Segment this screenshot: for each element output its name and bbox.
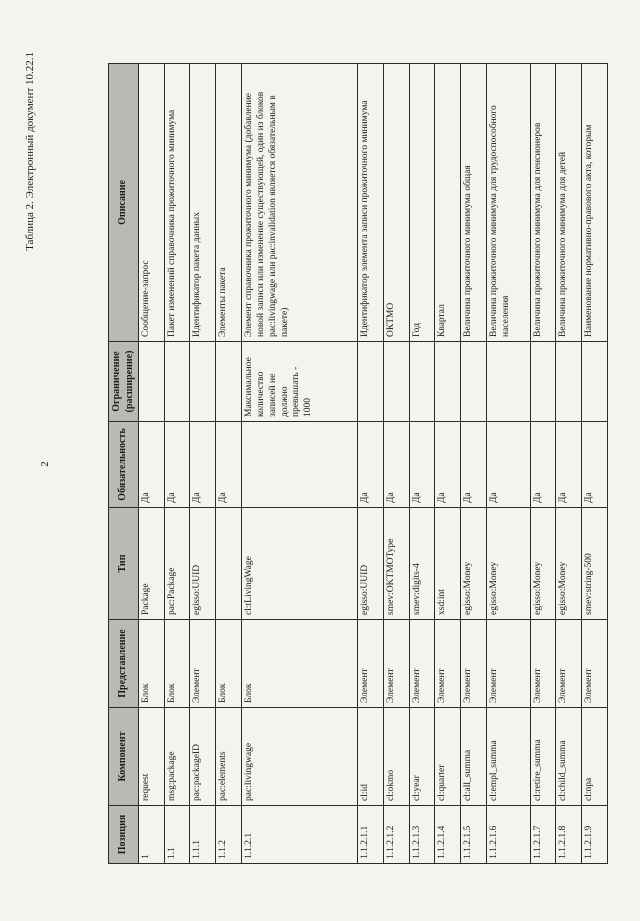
table-cell: cl:okmo (383, 708, 409, 806)
table-cell: Да (216, 422, 242, 508)
table-cell: Пакет изменений справочника прожиточного минимума (164, 64, 190, 342)
table-cell: cl:retire_summa (530, 708, 556, 806)
table-cell: 1.1.2.1.9 (582, 806, 608, 864)
table-caption: Таблица 2. Электронный документ 10.22.1 (24, 52, 36, 251)
table-cell: Элемент (190, 620, 216, 708)
table-cell: pac:livingwage (241, 708, 357, 806)
table-cell (461, 342, 487, 422)
table-cell: xsd:int (435, 508, 461, 620)
table-cell: cl:tLivingWage (241, 508, 357, 620)
table-cell: Да (164, 422, 190, 508)
table-cell (358, 342, 384, 422)
table-row (139, 64, 165, 864)
table-cell (486, 342, 530, 422)
column-header: Описание (109, 64, 139, 342)
table-cell (383, 342, 409, 422)
table-cell: Квартал (435, 64, 461, 342)
table-cell (435, 342, 461, 422)
table-cell: Да (461, 422, 487, 508)
table-row (409, 64, 435, 864)
table-cell: Да (139, 422, 165, 508)
table-cell: Элементы пакета (216, 64, 242, 342)
table-cell: 1.1.2.1.2 (383, 806, 409, 864)
table-cell: 1.1.2.1 (241, 806, 357, 864)
table-cell: pac:Package (164, 508, 190, 620)
table-row (241, 64, 357, 864)
table-cell: Да (435, 422, 461, 508)
table-cell: cl:all_summa (461, 708, 487, 806)
table-cell: Элемент (409, 620, 435, 708)
table-row (486, 64, 530, 864)
table-cell: Идентификатор элемента записи прожиточного минимума (358, 64, 384, 342)
table-cell: egisso:Money (530, 508, 556, 620)
column-header: Компонент (109, 708, 139, 806)
table-cell (216, 342, 242, 422)
table-cell: egisso:Money (461, 508, 487, 620)
table-cell: Да (486, 422, 530, 508)
table-cell: cl:empl_summa (486, 708, 530, 806)
table-cell: Да (383, 422, 409, 508)
table-cell: Идентификатор пакета данных (190, 64, 216, 342)
table-cell (582, 342, 608, 422)
table-row (383, 64, 409, 864)
table-cell: egisso:UUID (358, 508, 384, 620)
table-cell: 1.1.2.1.1 (358, 806, 384, 864)
table-cell: Элемент справочника прожиточного минимума (добавление новой записи или изменение существующей, один из блоков pac:livingwage или pac:invalidation является обязательным в пакете) (241, 64, 357, 342)
table-row (190, 64, 216, 864)
table-row (556, 64, 582, 864)
table-row (164, 64, 190, 864)
table-cell (139, 342, 165, 422)
table-cell: 1.1 (164, 806, 190, 864)
table-cell (556, 342, 582, 422)
table-cell: Да (190, 422, 216, 508)
table-cell: 1 (139, 806, 165, 864)
table-cell: Да (556, 422, 582, 508)
table-cell: Величина прожиточного минимума для детей (556, 64, 582, 342)
table-cell: Package (139, 508, 165, 620)
table-cell: egisso:Money (556, 508, 582, 620)
table-row (461, 64, 487, 864)
table-cell (190, 342, 216, 422)
table-cell: 1.1.1 (190, 806, 216, 864)
table-cell (216, 508, 242, 620)
column-header: Представление (109, 620, 139, 708)
table-cell: Величина прожиточного минимума для пенсионеров (530, 64, 556, 342)
table-cell: msg:package (164, 708, 190, 806)
table-cell: Величина прожиточного минимума для трудоспособного населения (486, 64, 530, 342)
table-cell: pac:elements (216, 708, 242, 806)
table-body (139, 64, 608, 864)
table-cell: 1.1.2.1.7 (530, 806, 556, 864)
table-cell: Блок (164, 620, 190, 708)
table-cell: Величина прожиточного минимума общая (461, 64, 487, 342)
table-cell (241, 422, 357, 508)
table-cell: Да (358, 422, 384, 508)
table-cell: Максимальное количество записей не должно превышать - 1000 (241, 342, 357, 422)
table-cell: Элемент (383, 620, 409, 708)
table-cell: ОКТМО (383, 64, 409, 342)
table-cell (164, 342, 190, 422)
table-cell: Элемент (358, 620, 384, 708)
table-cell: smev:string-500 (582, 508, 608, 620)
table-row (435, 64, 461, 864)
table-cell: Да (409, 422, 435, 508)
table-cell: Наименование нормативно-правового акта, которым (582, 64, 608, 342)
table-cell: cl:npa (582, 708, 608, 806)
column-header: Обязательность (109, 422, 139, 508)
rotated-table-container (108, 64, 608, 864)
table-cell: Блок (241, 620, 357, 708)
column-header: Ограничение (расширение) (109, 342, 139, 422)
table-cell: 1.1.2.1.5 (461, 806, 487, 864)
table-cell: cl:year (409, 708, 435, 806)
table-cell (409, 342, 435, 422)
table-cell: Блок (139, 620, 165, 708)
column-header: Позиция (109, 806, 139, 864)
table-cell: 1.1.2 (216, 806, 242, 864)
table-cell (530, 342, 556, 422)
table-cell: request (139, 708, 165, 806)
table-cell: egisso:UUID (190, 508, 216, 620)
table-cell: Элемент (486, 620, 530, 708)
table-row (358, 64, 384, 864)
table-cell: smev:OKTMOType (383, 508, 409, 620)
table-cell: egisso:Money (486, 508, 530, 620)
table-cell: 1.1.2.1.8 (556, 806, 582, 864)
table-cell: Элемент (461, 620, 487, 708)
table-cell: Сообщение-запрос (139, 64, 165, 342)
table-row (530, 64, 556, 864)
table-cell: Блок (216, 620, 242, 708)
table-cell: pac:packageID (190, 708, 216, 806)
column-header: Тип (109, 508, 139, 620)
table-cell: Элемент (582, 620, 608, 708)
data-table (108, 63, 608, 864)
table-cell: Элемент (556, 620, 582, 708)
table-cell: Элемент (435, 620, 461, 708)
table-row (582, 64, 608, 864)
table-cell: cl:id (358, 708, 384, 806)
table-cell: cl:quarter (435, 708, 461, 806)
table-cell: Да (530, 422, 556, 508)
page-number: 2 (38, 461, 51, 467)
table-cell: cl:child_summa (556, 708, 582, 806)
table-cell: Элемент (530, 620, 556, 708)
table-cell: Да (582, 422, 608, 508)
table-row (216, 64, 242, 864)
table-cell: 1.1.2.1.6 (486, 806, 530, 864)
table-cell: 1.1.2.1.4 (435, 806, 461, 864)
table-header-row (109, 64, 139, 864)
table-cell: 1.1.2.1.3 (409, 806, 435, 864)
table-cell: Год (409, 64, 435, 342)
table-cell: smev:digits-4 (409, 508, 435, 620)
